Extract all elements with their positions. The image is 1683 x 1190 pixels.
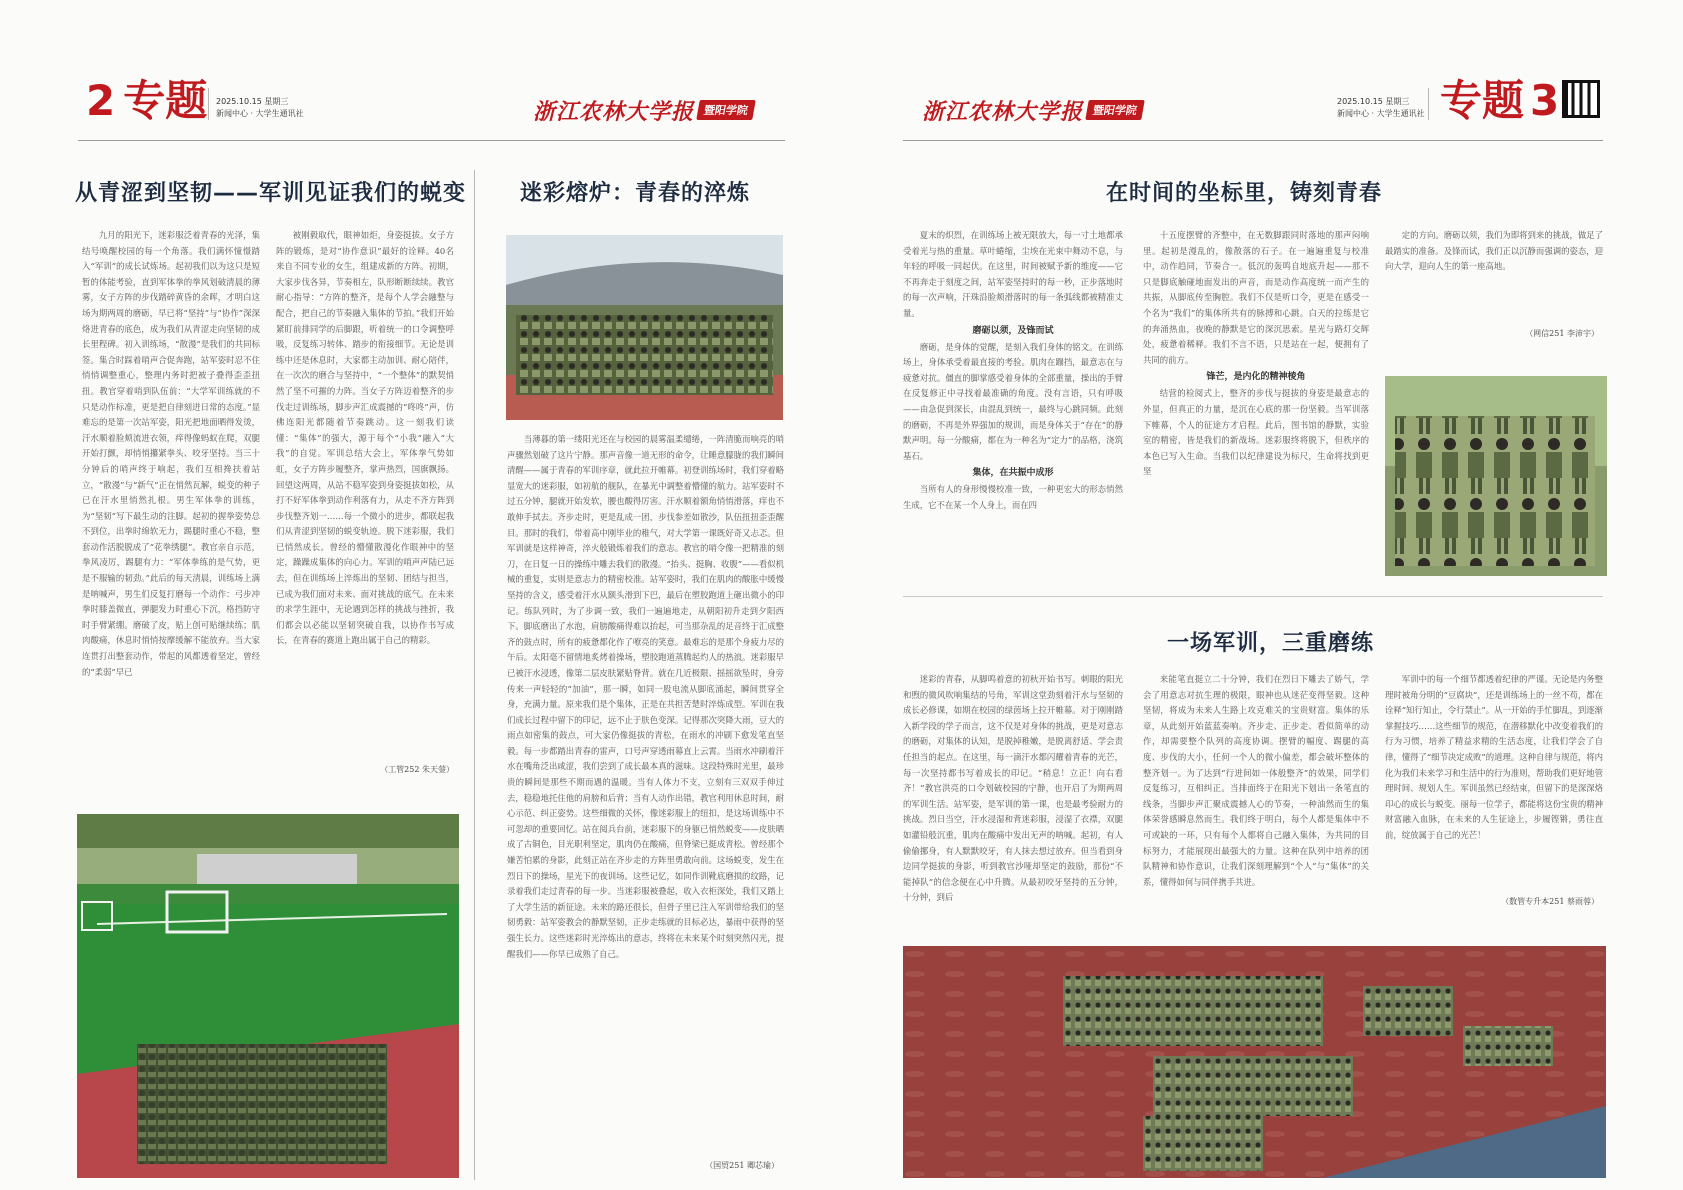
photo-marching-girls bbox=[1385, 376, 1607, 576]
photo-aerial-track bbox=[903, 946, 1606, 1178]
article4-title: 一场军训，三重磨练 bbox=[1167, 631, 1375, 656]
right-page-number: 专题 3 bbox=[1440, 76, 1560, 125]
article4-column-1: 迷彩的青春，从脚鸣着意的初秋开始书写。刺眼的阳光和煦的微风吹响集结的号角，军训这堂劲刻着汗水与坚韧的成长必修课，如期在校园的绿茵场上拉开帷幕。对于刚刚踏入新学段的学子而言，这不仅是对身体的挑战，更是对意志的磨砺，对集体的认知，是脱掉稚嫩，是脱离舒适、学会责任担当的起点。在这里，每一滴汗水都闪耀着青春的光芒，每一次坚持都书写着成长的印记。“稍息！立正！向右看齐！”教官洪亮的口令划破校园的宁静，也开启了为期两周的军训生活。站军姿，是军训的第一课，也是最考验耐力的挑战。烈日当空，汗水浸湿和背迷彩服，浸湿了衣襟，双腿如灌铅般沉重，肌肉在酸痛中发出无声的呐喊。起初，有人偷偷挪身，有人默默咬牙，有人抹去想过放弃。但当看到身边同学挺拔的身影，听到教官沙哑却坚定的鼓励，那份“不能掉队”的信念便在心中升腾。从最初咬牙坚持的五分钟，十分钟，到后 bbox=[903, 674, 1123, 903]
right-page-dateline bbox=[1337, 96, 1425, 120]
left-masthead: 浙江农林大学报 bbox=[533, 99, 695, 125]
article4-column-2: 来能笔直挺立二十分钟，我们在烈日下雕去了娇气，学会了用意志对抗生理的极限，眼神也从迷茫变得坚毅。这种坚韧，将成为未来人生路上攻克难关的宝贵财富。集体的乐章，从此刻开始蓝蓝奏响。齐步走、正步走、看似简单的动作，却需要整个队列的高度协调。摆臂的幅度、踢腿的高度、步伐的大小，任何一个人的微小偏差，都会破坏整体的整齐划一。为了达到“行进间如一体般整齐”的效果，同学们反复练习，互相纠正。当排面终于在阳光下划出一条笔直的线条，当脚步声汇聚成震撼人心的节奏，一种油然而生的集体荣誉感瞬息然而生。我们终于明白，每个人都是集体中不可或缺的一环，只有每个人都将自己融入集体，为共同的目标努力，才能展现出最强大的力量。这种在队列中培养的团队精神和协作意识，让我们深刻理解到“个人”与“集体”的关系，懂得如何与同伴携手共进。 bbox=[1143, 674, 1369, 887]
right-source: 新闻中心 · 大学生通讯社 bbox=[1337, 109, 1425, 118]
article3-column-3: 定的方向。磨砺以须，我们为即将到来的挑战，做足了最踏实的准备。及锋而试，我们正以沉静而强调的姿态，迎向大学，迎向人生的第一座高地。 bbox=[1385, 230, 1603, 272]
article4-byline: （数管专升本251 蔡雨蓉） bbox=[1501, 897, 1599, 906]
article3-subhead-2: 集体，在共振中成形 bbox=[972, 468, 1054, 479]
left-date: 2025.10.15 星期三 bbox=[216, 97, 289, 106]
article1-column-1: 九月的阳光下，迷彩服泛着青春的光泽，集结号唤醒校园的每一个角落。我们满怀憧憬踏入“军训”的成长试炼场。起初我们以为这只是短暂的体能考验，直到军体拳的拳风划破清晨的薄雾，女子方阵的步伐踏碎黄昏的余晖，才明白这场为期两周的磨砺，早已将“坚持”与“协作”深深烙进青春的底色，成为我们从青涩走向坚韧的成长里程碑。初入训练场，“散漫”是我们的共同标签。集合时踩着哨声合促奔跑，站军姿时忍不住悄悄调整重心，整理内务时把被子叠得歪歪扭扭。教官穿着哨到队伍前：“大学军训练就的不只是动作标准，更是把自律刻进日常的态度。”显难忘的是第一次站军姿，阳光把地面晒得发烫，汗水顺着脸颊流进衣领，痒得像蚂蚁在爬，双腿开始打颤，却悄悄攥紧拳头、咬牙坚持。当三十分钟后的哨声终于响起，我们互相搀扶着站立，“散漫”与“新气”正在悄然瓦解，蜕变的种子已在汗水里悄然扎根。男生军体拳的训练，为“坚韧”写下最生动的注脚。起初的握拳姿势总不到位，出拳时绵软无力，踢腿时重心不稳，整套动作活脱脱成了“花拳绣腿”。教官亲自示范，拳风凌厉，踢腿有力：“军体拳练的是气势，更是不服输的韧劲。”此后的每天清晨，训练场上满是呐喊声，男生们反复打磨每一个动作：弓步冲拳时膝盖微直，弹腿发力时重心下沉，格挡防守时手臂紧绷。磨破了皮，贴上创可贴继续练；肌肉酸痛，休息时悄悄按摩缓解不能放弃。当大家连贯打出整套动作，带起的风都透着坚定，曾经的“柔弱”早已 bbox=[82, 230, 260, 677]
right-college-badge: 暨阳学院 bbox=[1085, 100, 1145, 120]
left-source: 新闻中心 · 大学生通讯社 bbox=[216, 109, 304, 118]
article1-column-2: 被刚毅取代，眼神如炬，身姿挺拔。女子方阵的锻炼，是对“协作意识”最好的诠释。40名来自不同专业的女生，组建成新的方阵。初期，大家步伐各异，节奏相左，队形断断续续。教官耐心指导：“方阵的整齐，是每个人学会融整与配合，把自己的节奏融入集体的节拍。”我们开始紧盯前排同学的后脚跟，听着统一的口令调整呼吸，反复练习转体、踏步的衔接细节。无论是训练中还是休息时，大家都主动加训、耐心陪伴，在一次次的磨合与坚持中，“一个整体”的默契悄然了坚不可摧的力阵。当女子方阵迈着整齐的步伐走过训练场，脚步声汇成震撼的“咚咚”声，仿佛连阳光都随着节奏跳动。这一刻我们读懂：“集体”的强大，源于每个“小我”融入“大我”的自觉。军训总结大会上，军体拳气势如虹，女子方阵步履整齐，掌声热烈，国旗飘扬。回望这两周，从站不稳军姿到身姿挺拔如松，从打不好军体拳到动作利落有力，从走不齐方阵到步伐整齐划一……每一个微小的进步，都联起我们从青涩到坚韧的蜕变轨迹。脱下迷彩服，我们已悄然成长。曾经的懵懂散漫化作眼神中的坚定，躁躁成集体的向心力。军训的哨声声陆已远去，但在训练场上淬炼出的坚韧、团结与担当，已成为我们面对未来、面对挑战的底气。在未来的求学生涯中，无论遇到怎样的挑战与挫折，我们都会以必能以坚韧突破自我，以协作书写成长，在青春的赛道上跑出属于自己的精彩。 bbox=[276, 230, 454, 646]
left-page-dateline bbox=[216, 96, 304, 120]
article1-byline: （工管252 朱天蓥） bbox=[380, 765, 454, 774]
article2-byline: （国贸251 卿芯瑜） bbox=[705, 1161, 779, 1170]
qr-code-icon bbox=[1562, 80, 1600, 118]
left-page-number: 2 专题 bbox=[86, 76, 208, 125]
left-college-badge: 暨阳学院 bbox=[696, 100, 756, 120]
article3-byline: （网信251 李沛宇） bbox=[1525, 329, 1599, 338]
article4-column-3: 军训中的每一个细节都透着纪律的严谨。无论是内务整理时被角分明的“豆腐块”，还是训练场上的一丝不苟，都在诠释“知行知止，令行禁止”。从一开始的手忙脚乱，到逐渐掌握技巧……这些细节的规范，在潜移默化中改变着我们的行为习惯，培养了精益求精的生活态度，让我们学会了自律，懂得了“细节决定成败”的道理。这种自律与规范，将内化为我们未来学习和生活中的行为准则，帮助我们更好地管理时间、规划人生。军训虽然已经结束，但留下的是深深烙印心的成长与蜕变。丽每一位学子，都能将这份宝贵的精神财富融入血脉，在未来的人生征途上，步履铿锵，勇往直前，绽放属于自己的光芒！ bbox=[1385, 674, 1603, 840]
right-header-rule bbox=[903, 140, 1603, 141]
photo-stadium-drill bbox=[506, 235, 783, 420]
article3-column-2: 十五度摆臂的齐整中，在无数脚跟同时落地的那声闷响里。起初是漫乱的，像散落的石子。在一遍遍重复与校准中，动作趋同，节奏合一。低沉的轰鸣自地底升起——那不只是脚底触碰地面发出的声音，而是动作高度统一而产生的共振，从脚底传至胸腔。我们不仅是听口令，更是在感受一个名为“我们”的集体所共有的脉搏和心跳。白天的拉练是它的奔涌热血，夜晚的静默是它的深沉思索。星光与路灯交辉处，疲惫着稀释。我们不言不语，只是站在一起，便拥有了共同的前方。 锋芒，是内化的精神棱角 结营的检阅式上，整齐的步伐与挺拔的身姿是最意志的外显，但真正的力量，是沉在心底的那一份坚毅。当军训落下帷幕，个人的征途方才启程。此后，图书馆的静默，实验室的精密，皆是我们的新战场。迷彩服终将脱下，但秩序的本色已写入生命。当我们以纪律建设为标尺，生命将找到更坚 bbox=[1143, 230, 1369, 477]
article3-column-1: 夏末的炽烈，在训练场上被无限放大，每一寸土地都承受着光与热的重量。草叶蜷缩，尘埃在光束中舞动不息，与年轻的呼吸一同起伏。在这里，时间被赋予新的维度——它不再奔走于刻度之间，站军姿坚持时的每一秒，正步落地时的每一次声响，汗珠沿脸颊滑落时的每一条弧线都被精准丈量。 磨砺以须，及锋而试 磨砺，是身体的觉醒，是刻入我们身体的铭文。在训练场上，身体承受着最直接的考验。肌肉在蹦挡，最意志在与疲惫对抗。僵直的脚掌感受着身体的全部重量，操出的手臂在反复修正中寻找着最准确的角度。没有言语，只有呼吸——由急促到深长，由混乱到统一，最终与心跳同频。此刻的磨砺，不再是外界强加的规训，而是身体关于“存在”的静默声明。每一分酸痛，都在为一种名为“定力”的品格，浇筑基石。 集体，在共振中成形 当所有人的身形慢慢校准一致，一种更宏大的形态悄然生成，它不在某一个人身上，而在四 bbox=[903, 230, 1123, 510]
article3-subhead-3: 锋芒，是内化的精神棱角 bbox=[1206, 372, 1306, 383]
photo-field-formation bbox=[77, 814, 459, 1178]
right-header-divider bbox=[1428, 88, 1429, 120]
right-section-rule bbox=[903, 596, 1603, 597]
left-column-divider bbox=[474, 170, 475, 1180]
article2-body: 当薄暮的第一缕阳光还在与校园的晨雾温柔缱绻，一阵清脆而响亮的哨声骤然划破了这片宁静。那声音像一道无形的命令，让睡意朦胧的我们瞬间清醒——属于青春的军训序章，就此拉开帷幕。初登训练场时，我们穿着略显宽大的迷彩服，如初航的舰队，在暴光中调整着懵懂的航力。站军姿时不过五分钟，腿就开始发软，腰也酸得厉害。汗水顺着额角悄悄滑落，痒也不敢伸手拭去。齐步走时，更是乱成一团，步伐参差如散沙，队伍扭扭歪歪醒目。那时的我们，带着高中刚毕业的稚气，对大学第一课既好奇又忐忑。但军训就是这样神奇，淬火般锻炼着我们的意志。教官的哨令像一把精准的刻刀，在日复一日的操练中雕去我们的散漫。“抬头、挺胸、收腹”——看似机械的重复，实则是意志力的精密校准。站军姿时，我们在肌肉的酸胀中缓慢坚持的含义，感受着汗水从额头滑到下巴，最后在塑胶跑道上砸出微小的印记。练队列时，为了步调一致，我们一遍遍地走，从朝阳初升走到夕阳西下。脚底磨出了水泡，肩膀酸痛得难以抬起，可当那杂乱的足音终于汇成整齐的鼓点时，所有的疲惫都化作了嘹亮的笑意。最难忘的是那个身疲力尽的午后。太阳毫不留情地炙烤着操场，塑胶跑道蒸腾起灼人的热浪。迷彩服早已被汗水浸透，像第二层皮肤紧贴脊背。就在几近极限、摇摇欲坠时，身旁传来一声轻轻的“加油”，那一瞬，如同一股电流从脚底涌起，瞬间贯穿全身，充满力量。原来我们是个集体，正是在共担苦楚时淬炼成型。军训在我们成长过程中留下的印记，远不止于肤色变深。记得那次突降大雨，豆大的雨点如密集的鼓点，可大家仍像挺拔的青松，在雨水的冲刷下愈发笔直坚毅。每一步都踏出青春的雷声，口号声穿透雨幕直上云霄。当雨水冲刷着汗水在嘴角泛出咸涩，我们尝到了成长最本真的滋味。这段特殊时光里，最珍贵的瞬间是那些不期而遇的温暖。当有人体力不支，立刻有三双双手伸过去，稳稳地托住他的肩膀和后背；当有人动作出错，教官利用休息时间，耐心示范、纠正姿势。这些细微的关怀，像迷彩服上的纽扣，是这场训练中不可忽却的重要回忆。站在阅兵台前，迷彩服下的身躯已悄然蜕变——皮肤晒成了古铜色，目光职利坚定，肌肉仍在酸痛，但脊梁已挺成青松。曾经那个嫌苦怕累的身影，此刻正站在齐步走的方阵里勇敢向前。这场蜕变，发生在烈日下的操场，星光下的夜训场。这些记忆，如同作训靴底磨损的纹路，记录着我们走过青春的每一步。当迷彩服被叠起，收入衣柜深处，我们又踏上了大学生活的新征途。未来的路还很长，但骨子里已注入军训带给我们的坚韧勇毅：站军姿教会的静默坚韧，正步走练就的目标必达，暴雨中获得的坚强生长力。这些迷彩时光淬炼出的意志，终将在未来某个时刻突然闪光，提醒我们——你早已成熟了自己。 bbox=[507, 434, 784, 959]
left-header-divider bbox=[208, 88, 209, 120]
article1-title: 从青涩到坚韧——军训见证我们的蜕变 bbox=[75, 181, 467, 206]
right-date: 2025.10.15 星期三 bbox=[1337, 97, 1410, 106]
article3-subhead-1: 磨砺以须，及锋而试 bbox=[972, 325, 1054, 336]
left-header-rule bbox=[78, 140, 785, 141]
article2-title: 迷彩熔炉：青春的淬炼 bbox=[520, 181, 751, 206]
right-masthead: 浙江农林大学报 bbox=[922, 99, 1084, 125]
article3-title: 在时间的坐标里，铸刻青春 bbox=[1106, 181, 1383, 206]
